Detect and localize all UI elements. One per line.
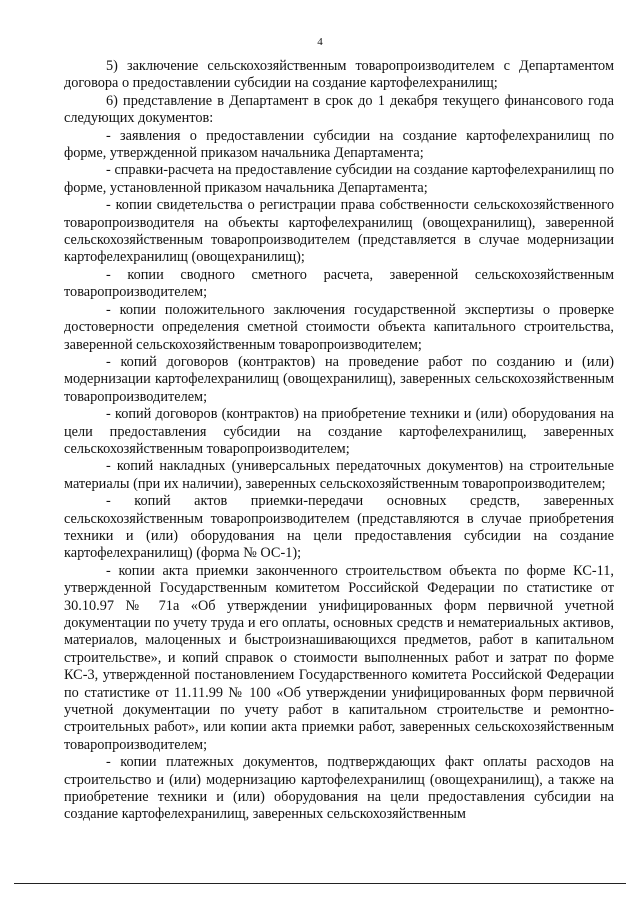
page-number: 4 <box>317 36 323 48</box>
list-item-calculation: - справки-расчета на предоставление субсидии на создание картофелехранилищ по форме, установленной приказом начальника Департамента; <box>64 162 614 196</box>
list-item-invoices: - копий накладных (универсальных передаточных документов) на строительные материалы (при их наличии), заверенных сельскохозяйственным товаропроизводителем; <box>64 458 614 492</box>
list-item-equipment-contracts: - копий договоров (контрактов) на приобретение техники и (или) оборудования на цели предоставления субсидии на создание картофелехранилищ, заверенных сельскохозяйственным товаропроизводителем; <box>64 406 614 457</box>
bottom-divider <box>14 883 626 884</box>
list-item-expert-conclusion: - копии положительного заключения государственной экспертизы о проверке достоверности определения сметной стоимости объекта капитального строительства, заверенной сельскохозяйственным товаропроизводителем; <box>64 301 614 353</box>
list-item-payment-documents: - копии платежных документов, подтверждающих факт оплаты расходов на строительство и (или) модернизацию картофелехранилищ (овощехранилищ), а также на приобретение техники и (или) оборудования на цели предоставления субсидии на создание картофелехранилищ, заверенных сельскохозяйственным <box>64 754 614 823</box>
list-item-ownership-certificate: - копии свидетельства о регистрации права собственности сельскохозяйственного товаропроизводителя на объекты картофелехранилищ (овощехранилищ), заверенной сельскохозяйственным товаропроизводителем (представляется в случае модернизации картофелехранилищ (овощехранилищ); <box>64 197 614 266</box>
list-item-work-contracts: - копий договоров (контрактов) на проведение работ по созданию и (или) модернизации картофелехранилищ (овощехранилищ), заверенных сельскохозяйственным товаропроизводителем; <box>64 353 614 405</box>
list-item-cost-estimate: - копии сводного сметного расчета, заверенной сельскохозяйственным товаропроизводителем; <box>64 266 614 301</box>
list-item-acceptance-act: - копии акта приемки законченного строительством объекта по форме КС-11, утвержденной Государственным комитетом Российской Федерации по статистике от 30.10.97 № 71а «Об утверждении унифицированных форм первичной учетной документации по учету труда и его оплаты, основных средств и нематериальных активов, материалов, малоценных и быстроизнашивающихся предметов, работ в капитальном строительстве», и копий справок о стоимости выполненных работ и затрат по форме КС-3, утвержденной постановлением Государственного комитета Российской Федерации по статистике от 11.11.99 № 100 «Об утверждении унифицированных форм первичной учетной документации по учету работ в капитальном строительстве и ремонтно-строительных работ», или копии акта приемки работ, заверенных сельскохозяйственным товаропроизводителем; <box>64 562 614 753</box>
list-item-application: - заявления о предоставлении субсидии на создание картофелехранилищ по форме, утвержденной приказом начальника Департамента; <box>64 127 614 162</box>
document-body <box>64 58 614 824</box>
paragraph-5-agreement: 5) заключение сельскохозяйственным товаропроизводителем с Департаментом договора о предоставлении субсидии на создание картофелехранилищ; <box>64 58 614 92</box>
paragraph-6-documents: 6) представление в Департамент в срок до 1 декабря текущего финансового года следующих документов: <box>64 92 614 127</box>
list-item-transfer-acts: - копий актов приемки-передачи основных средств, заверенных сельскохозяйственным товаропроизводителем (представляются в случае приобретения техники и (или) оборудования на цели предоставления субсидии на создание картофелехранилищ) (форма № ОС-1); <box>64 493 614 562</box>
